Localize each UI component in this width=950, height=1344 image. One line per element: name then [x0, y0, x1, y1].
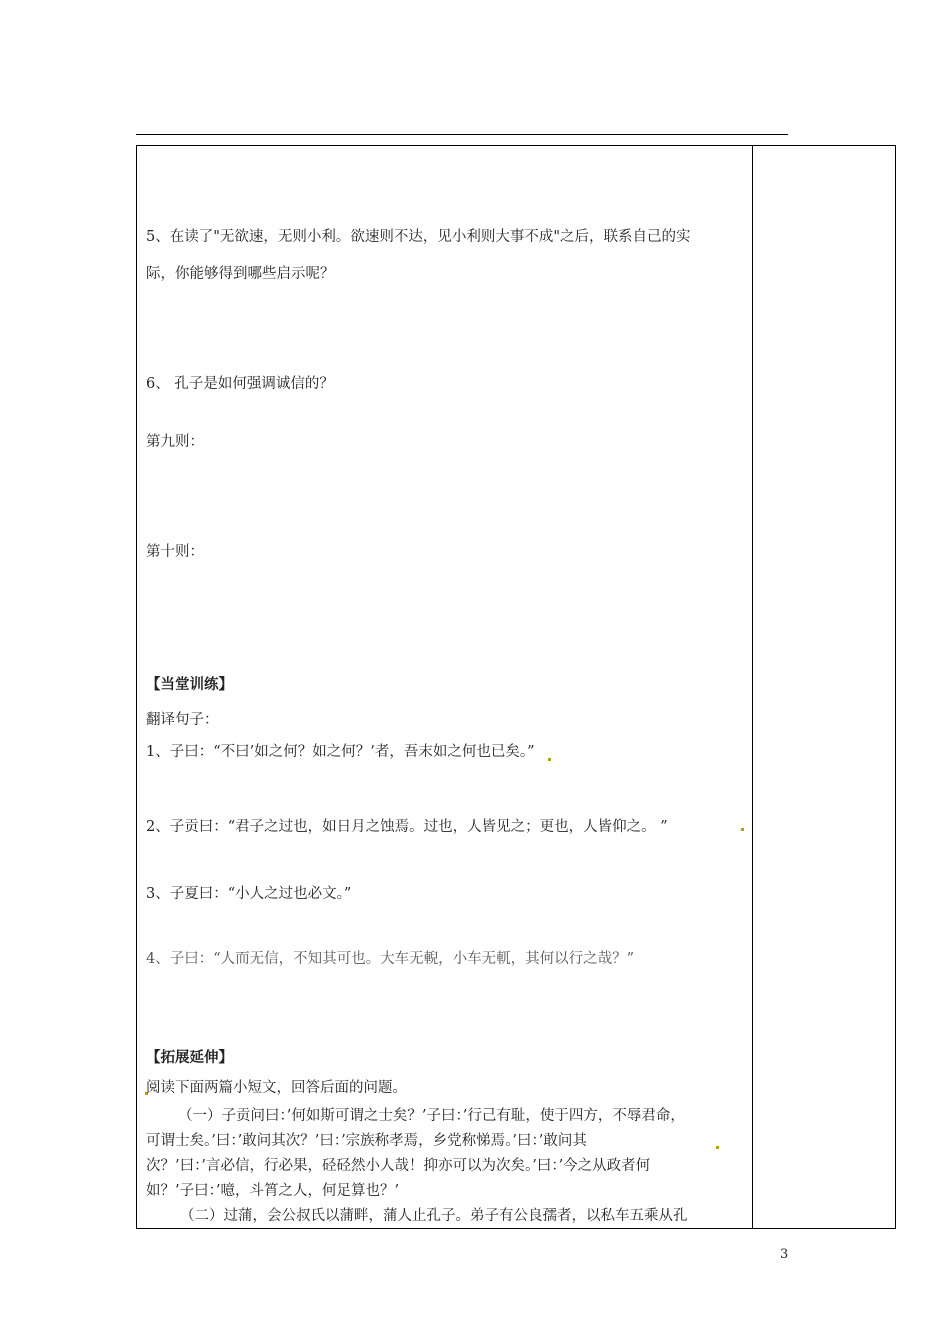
- marker-dot: [548, 758, 551, 761]
- header-rule: [136, 134, 788, 135]
- tenth-rule-label: 第十则：: [146, 544, 204, 560]
- passage-1-line-3: 次？’曰：’言必信，行必果，硁硁然小人哉！抑亦可以为次矣。’曰：’今之从政者何: [146, 1158, 651, 1174]
- marker-dot: [716, 1146, 719, 1149]
- training-heading: 【当堂训练】: [146, 676, 233, 693]
- marker-dot: [741, 828, 744, 831]
- sentence-2: 2、子贡曰：“君子之过也，如日月之蚀焉。过也，人皆见之；更也，人皆仰之。 ”: [146, 819, 668, 835]
- column-divider: [752, 145, 753, 1229]
- table-frame: [136, 145, 896, 1229]
- translate-heading: 翻译句子：: [146, 712, 219, 728]
- question-5-line-2: 际，你能够得到哪些启示呢？: [146, 266, 335, 282]
- question-6: 6、 孔子是如何强调诚信的？: [146, 376, 334, 392]
- page-number: 3: [780, 1247, 789, 1262]
- passage-1-line-1: （一）子贡问曰：’何如斯可谓之士矣？’子曰：’行己有耻，使于四方，不辱君命，: [178, 1108, 685, 1124]
- ninth-rule-label: 第九则：: [146, 434, 204, 450]
- sentence-1: 1、子曰：“不曰’如之何？如之何？’者，吾末如之何也已矣。”: [146, 744, 535, 760]
- question-5-line-1: 5、在读了"无欲速，无则小利。欲速则不达，见小利则大事不成"之后，联系自己的实: [146, 229, 691, 245]
- passage-2-line-1: （二）过蒲，会公叔氏以蒲畔，蒲人止孔子。弟子有公良孺者，以私车五乘从孔: [180, 1208, 688, 1224]
- extension-heading: 【拓展延伸】: [146, 1049, 233, 1066]
- sentence-4: 4、子曰：“人而无信，不知其可也。大车无輗，小车无軏，其何以行之哉？”: [146, 951, 635, 967]
- sentence-3: 3、子夏曰：“小人之过也必文。”: [146, 886, 352, 902]
- passage-1-line-4: 如？’子曰：’噫，斗筲之人，何足算也？’: [146, 1183, 400, 1199]
- passage-1-line-2: 可谓士矣。’曰：’敢问其次？’曰：’宗族称孝焉，乡党称悌焉。’曰：’敢问其: [146, 1133, 587, 1149]
- reading-intro: 阅读下面两篇小短文，回答后面的问题。: [146, 1080, 407, 1096]
